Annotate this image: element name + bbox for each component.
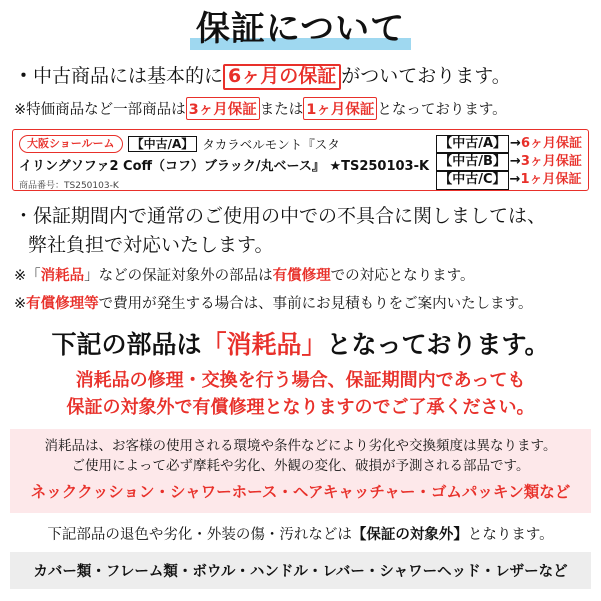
intro-bullet: ・ [14, 65, 34, 88]
warranty-line-1: ・保証期間内で通常のご使用の中での不具合に関しましては、 [14, 204, 547, 227]
condition-mapping-row [436, 153, 582, 171]
consumable-heading-a: 下記の部品は [51, 329, 202, 359]
product-brand: タカラベルモント『スタ [202, 136, 340, 152]
excluded-parts-bar: カバー類・フレーム類・ボウル・ハンドル・レバー・シャワーヘッド・レザーなど [10, 552, 591, 589]
warranty-note1-a: ※「 [14, 267, 41, 284]
footer-note [0, 523, 601, 544]
mapping-duration-b: 3ヶ月保証 [520, 154, 582, 170]
consumable-info-line-2: ご使用によって必ず摩耗や劣化、外観の変化、破損が予測される部品です。 [71, 457, 530, 474]
mapping-arrow-b: → [509, 154, 521, 170]
intro-note-mid: または [259, 101, 304, 118]
product-card-row1 [19, 135, 430, 153]
condition-mapping-list [434, 135, 582, 186]
intro-note-prefix: ※特価商品など一部商品は [14, 101, 186, 118]
mapping-condition-b: 【中古/B】 [436, 153, 509, 171]
showroom-pill: 大阪ショールーム [19, 135, 123, 152]
product-item-no-label: 商品番号： [19, 180, 65, 191]
intro-note-suffix: となっております。 [377, 101, 507, 118]
mapping-arrow-c: → [509, 172, 521, 188]
consumable-red-line-2: 保証の対象外で有償修理となりますのでご了承ください。 [66, 396, 535, 418]
condition-pill: 【中古/A】 [128, 136, 198, 152]
mapping-duration-a: 6ヶ月保証 [520, 135, 582, 151]
warranty-note1-consumable: 消耗品 [40, 267, 85, 284]
intro-note [14, 97, 587, 120]
intro-line [14, 61, 587, 90]
page-title-text: 保証について [195, 9, 406, 49]
intro-badge-6month: 6ヶ月の保証 [223, 64, 341, 90]
product-code-star: ★TS250103-K [329, 158, 430, 174]
mapping-arrow-a: → [510, 135, 521, 151]
warranty-note2-a: ※ [14, 295, 27, 312]
warranty-note1-e: での対応となります。 [330, 267, 475, 284]
consumable-parts-list: ネッククッション・シャワーホース・ヘアキャッチャー・ゴムパッキン類など [30, 483, 571, 502]
warranty-section [0, 201, 601, 313]
warranty-line-2: 弊社負担で対応いたします。 [28, 233, 274, 256]
product-name [19, 155, 430, 174]
consumable-heading [0, 325, 601, 361]
mapping-condition-c: 【中古/C】 [436, 171, 508, 189]
consumable-heading-b: 「消耗品」 [201, 329, 327, 359]
intro-badge-3month: 3ヶ月保証 [186, 97, 260, 120]
warranty-note-2 [14, 292, 587, 313]
consumable-info-line-1: 消耗品は、お客様の使用される環境や条件などにより劣化や交換頻度は異なります。 [44, 437, 557, 454]
intro-text-a: 中古商品には基本的に [33, 65, 224, 88]
consumable-heading-c: となっております。 [326, 329, 550, 359]
warranty-note1-c: 」などの保証対象外の部品は [84, 267, 273, 284]
mapping-duration-c: 1ヶ月保証 [520, 172, 582, 188]
warranty-note1-paid-repair: 有償修理 [272, 267, 331, 284]
warranty-note2-c: で費用が発生する場合は、事前にお見積もりをご案内いたします。 [98, 295, 533, 312]
product-name-text: イリングソファ2 Coff（コフ）ブラック/丸ベース』 [19, 158, 325, 174]
footer-note-a: 下記部品の退色や劣化・外装の傷・汚れなどは [47, 526, 352, 543]
condition-mapping-row [436, 135, 582, 153]
consumable-red-paragraph [0, 367, 601, 421]
product-item-no-value: TS250103-K [64, 180, 119, 191]
intro-section [0, 61, 601, 120]
page-title [190, 10, 411, 51]
intro-badge-1month: 1ヶ月保証 [303, 97, 377, 120]
consumable-info-block [10, 429, 591, 513]
consumable-red-line-1: 消耗品の修理・交換を行う場合、保証期間内であっても [75, 369, 526, 391]
warranty-note-1 [14, 264, 587, 285]
product-card [12, 129, 589, 191]
product-item-no [19, 178, 430, 191]
intro-text-b: がついております。 [341, 65, 511, 88]
footer-note-excluded: 【保証の対象外】 [351, 526, 468, 543]
footer-note-c: となります。 [467, 526, 554, 543]
mapping-condition-a: 【中古/A】 [436, 135, 509, 153]
page-title-wrap [0, 0, 601, 51]
condition-mapping-row [436, 171, 582, 189]
product-card-left [19, 135, 434, 191]
warranty-note2-paid-repair: 有償修理等 [26, 295, 99, 312]
